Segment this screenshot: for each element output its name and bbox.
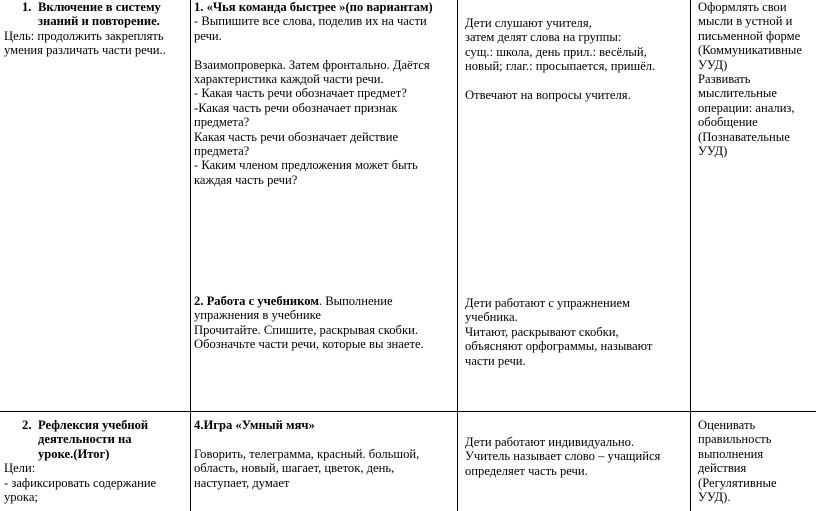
text-line: Говорить, телеграмма, красный. большой, bbox=[194, 446, 420, 461]
text-line: область, новый, шагает, цветок, день, bbox=[194, 461, 395, 476]
text-line: мысли в устной и bbox=[698, 14, 793, 29]
stage-cell-1 bbox=[4, 0, 188, 58]
stage-goal: урока; bbox=[4, 490, 38, 505]
text-line: учебника. bbox=[465, 310, 518, 325]
text-line: Оценивать bbox=[698, 418, 756, 432]
text-line bbox=[194, 432, 456, 446]
text-line: Обозначьте части речи, которые вы знаете. bbox=[194, 337, 424, 352]
teacher-cell-1a bbox=[194, 0, 456, 187]
text-line bbox=[194, 43, 456, 57]
text-line: письменной форме bbox=[698, 28, 801, 43]
stage-title: уроке.(Итог) bbox=[38, 446, 110, 461]
text-line: характеристика каждой части речи. bbox=[194, 72, 384, 87]
text-line bbox=[465, 74, 689, 88]
text-line: (Коммуникативные bbox=[698, 43, 802, 58]
stage-goal: умения различать части речи.. bbox=[4, 43, 166, 58]
text-line: предмета? bbox=[194, 144, 250, 159]
column-divider bbox=[190, 0, 191, 511]
task-heading: 1. «Чья команда быстрее »(по вариантам) bbox=[194, 0, 433, 14]
students-cell-1b bbox=[465, 296, 689, 368]
task-heading: 2. Работа с учебником. Выполнение bbox=[194, 294, 393, 308]
text-line: УУД) bbox=[698, 144, 728, 159]
text-line: -Какая часть речи обозначает признак bbox=[194, 100, 398, 115]
stage-title: знаний и повторение. bbox=[38, 14, 160, 29]
text-line: обобщение bbox=[698, 115, 758, 130]
text-line: Читают, раскрывают скобки, bbox=[465, 324, 619, 339]
text-line: части речи. bbox=[465, 353, 526, 368]
text-line: (Регулятивные bbox=[698, 475, 777, 490]
text-line: Оформлять свои bbox=[698, 0, 787, 14]
text-line: правильность bbox=[698, 432, 772, 447]
text-line: определяет часть речи. bbox=[465, 463, 588, 478]
text-line: операции: анализ, bbox=[698, 100, 795, 115]
text-line: - Выпишите все слова, поделив их на части bbox=[194, 14, 427, 29]
text-line: речи. bbox=[194, 28, 222, 43]
text-line: сущ.: школа, день прил.: весёлый, bbox=[465, 44, 647, 59]
stage-title: деятельности на bbox=[38, 432, 132, 447]
text-line: объясняют орфограммы, называют bbox=[465, 339, 653, 354]
text-line: (Познавательные bbox=[698, 129, 790, 144]
stage-title: 2. Рефлексия учебной bbox=[22, 418, 149, 432]
stage-title: 1. Включение в систему bbox=[22, 0, 161, 14]
text-line: новый; глаг.: просыпается, пришёл. bbox=[465, 59, 656, 74]
task-heading: 4.Игра «Умный мяч» bbox=[194, 418, 315, 432]
text-line: затем делят слова на группы: bbox=[465, 30, 622, 45]
text-line: действия bbox=[698, 461, 747, 476]
text-line: - Каким членом предложения может быть bbox=[194, 158, 418, 173]
column-divider bbox=[690, 0, 691, 511]
uud-cell-1 bbox=[698, 0, 814, 158]
teacher-cell-1b bbox=[194, 294, 456, 352]
text-line: - Какая часть речи обозначает предмет? bbox=[194, 86, 407, 101]
students-cell-1a bbox=[465, 16, 689, 102]
text-line: УУД) bbox=[698, 57, 728, 72]
text-line: наступает, думает bbox=[194, 475, 290, 490]
text-line: Отвечают на вопросы учителя. bbox=[465, 88, 631, 103]
stage-cell-2 bbox=[4, 418, 188, 504]
text-line: Учитель называет слово – учащийся bbox=[465, 449, 661, 464]
text-line: Дети работают индивидуально. bbox=[465, 435, 635, 449]
text-line: Прочитайте. Спишите, раскрывая скобки. bbox=[194, 322, 418, 337]
stage-goal: Цели: bbox=[4, 461, 36, 476]
text-line: Дети слушают учителя, bbox=[465, 16, 592, 30]
stage-number: 2. bbox=[22, 418, 32, 432]
stage-number: 1. bbox=[22, 0, 32, 14]
row-divider bbox=[0, 411, 816, 412]
uud-cell-2 bbox=[698, 418, 814, 504]
text-line: Какая часть речи обозначает действие bbox=[194, 129, 399, 144]
students-cell-2 bbox=[465, 435, 689, 478]
text-line: УУД). bbox=[698, 490, 731, 505]
stage-goal: - зафиксировать содержание bbox=[4, 475, 157, 490]
text-line: предмета? bbox=[194, 115, 250, 130]
stage-goal: Цель: продолжить закреплять bbox=[4, 28, 164, 43]
text-line: упражнения в учебнике bbox=[194, 308, 321, 323]
text-line: каждая часть речи? bbox=[194, 172, 298, 187]
text-line: Дети работают с упражнением bbox=[465, 296, 631, 310]
teacher-cell-2 bbox=[194, 418, 456, 490]
text-line: Развивать bbox=[698, 72, 751, 87]
text-line: мыслительные bbox=[698, 86, 777, 101]
column-divider bbox=[457, 0, 458, 511]
text-line: выполнения bbox=[698, 446, 764, 461]
text-line: Взаимопроверка. Затем фронтально. Даётся bbox=[194, 57, 430, 72]
